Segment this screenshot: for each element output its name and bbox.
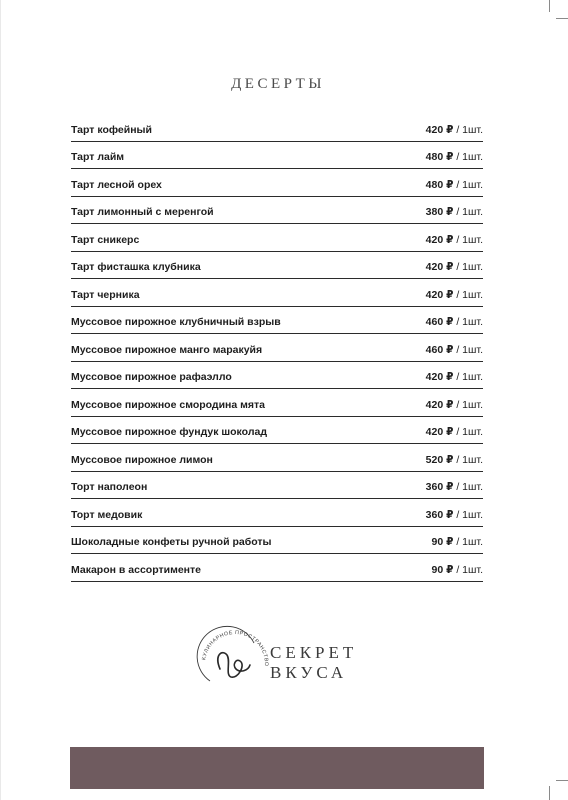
menu-item-name: Тарт черника <box>71 288 140 301</box>
menu-item <box>71 472 483 500</box>
logo-line-2: ВКУСА <box>270 663 348 682</box>
menu-item-unit: / 1шт. <box>453 343 483 356</box>
menu-item-price-block <box>426 179 483 191</box>
menu-item <box>71 389 483 417</box>
menu-item-name: Макарон в ассортименте <box>71 563 202 576</box>
menu-item-name: Муссовое пирожное рафаэлло <box>71 371 232 383</box>
menu-item-price: 420 ₽ <box>425 398 454 411</box>
menu-item-unit: / 1шт. <box>453 123 483 136</box>
logo-wordmark <box>270 643 357 683</box>
menu-item-price-block <box>426 316 483 328</box>
menu-item-unit: / 1шт. <box>453 288 483 301</box>
menu-item-name: Шоколадные конфеты ручной работы <box>71 536 272 548</box>
menu-item-unit: / 1шт. <box>453 371 483 383</box>
menu-item-price-block <box>426 151 483 163</box>
menu-item-unit: / 1шт. <box>453 453 483 466</box>
menu-item-price: 420 ₽ <box>425 123 454 136</box>
menu-item-price: 480 ₽ <box>425 178 454 191</box>
menu-item <box>71 169 483 197</box>
logo-ring-text: КУЛИНАРНОЕ ПРОСТРАНСТВО <box>201 629 270 667</box>
menu-item <box>71 252 483 280</box>
crop-mark <box>549 0 550 12</box>
menu-item-unit: / 1шт. <box>453 233 483 246</box>
menu-item-unit: / 1шт. <box>453 536 483 548</box>
menu-item-name: Тарт лесной орех <box>71 178 162 191</box>
menu-item-price-block <box>426 206 483 218</box>
menu-item-price: 480 ₽ <box>425 151 454 163</box>
menu-item-price: 420 ₽ <box>425 261 454 273</box>
menu-item-price: 420 ₽ <box>425 288 454 301</box>
menu-item-unit: / 1шт. <box>453 316 483 328</box>
menu-item-price: 460 ₽ <box>425 316 454 328</box>
menu-item <box>71 114 483 142</box>
section-title: ДЕСЕРТЫ <box>231 76 325 92</box>
crop-mark <box>549 786 550 800</box>
brand-logo <box>196 625 366 705</box>
menu-item-price: 520 ₽ <box>425 453 454 466</box>
menu-item-price-block <box>426 454 483 466</box>
menu-item-price-block <box>426 371 483 383</box>
menu-item-name: Тарт кофейный <box>71 123 152 136</box>
menu-item-price-block <box>426 426 483 438</box>
menu-item-price: 90 ₽ <box>431 563 454 576</box>
menu-item-name: Муссовое пирожное фундук шоколад <box>71 426 267 438</box>
menu-item-price-block <box>426 509 483 521</box>
menu-item-price: 90 ₽ <box>431 536 454 548</box>
menu-item-price: 380 ₽ <box>425 206 454 218</box>
menu-item-price: 360 ₽ <box>425 481 454 493</box>
menu-item-price-block <box>426 234 483 246</box>
menu-item <box>71 362 483 390</box>
menu-item-price: 420 ₽ <box>425 233 454 246</box>
menu-item-price-block <box>426 344 483 356</box>
menu-item-unit: / 1шт. <box>453 261 483 273</box>
footer-color-bar <box>70 747 484 789</box>
logo-line-1: СЕКРЕТ <box>270 643 358 662</box>
menu-item-price: 420 ₽ <box>425 426 454 438</box>
menu-item-price-block <box>426 399 483 411</box>
crop-mark <box>556 18 568 19</box>
menu-item-unit: / 1шт. <box>453 481 483 493</box>
menu-item-name: Тарт сникерс <box>71 233 140 246</box>
menu-item-price-block <box>432 564 483 576</box>
menu-item-name: Муссовое пирожное манго маракуйя <box>71 343 263 356</box>
menu-item-name: Торт наполеон <box>71 481 148 493</box>
menu-item-price: 360 ₽ <box>425 508 454 521</box>
menu-item <box>71 307 483 335</box>
menu-item <box>71 417 483 445</box>
menu-item <box>71 279 483 307</box>
dessert-menu-list <box>71 114 483 582</box>
menu-item-name: Муссовое пирожное смородина мята <box>71 398 266 411</box>
menu-item <box>71 142 483 170</box>
menu-item-name: Тарт лайм <box>71 151 125 163</box>
menu-item-price: 460 ₽ <box>425 343 454 356</box>
menu-item <box>71 499 483 527</box>
menu-item-unit: / 1шт. <box>453 178 483 191</box>
menu-item-name: Тарт лимонный с меренгой <box>71 206 214 218</box>
menu-item <box>71 527 483 555</box>
page-edge <box>0 0 1 800</box>
crop-mark <box>556 780 568 781</box>
menu-item-price-block <box>426 261 483 273</box>
menu-item-price-block <box>426 481 483 493</box>
menu-item-unit: / 1шт. <box>453 398 483 411</box>
logo-monogram-icon <box>196 625 274 703</box>
menu-item-unit: / 1шт. <box>453 206 483 218</box>
menu-item <box>71 224 483 252</box>
menu-item-name: Муссовое пирожное лимон <box>71 453 213 466</box>
menu-item-unit: / 1шт. <box>453 426 483 438</box>
menu-item-price-block <box>426 124 483 136</box>
menu-item-price: 420 ₽ <box>425 371 454 383</box>
menu-item <box>71 554 483 582</box>
menu-item-price-block <box>432 536 483 548</box>
menu-item-name: Тарт фисташка клубника <box>71 261 201 273</box>
menu-item-unit: / 1шт. <box>453 508 483 521</box>
menu-item-price-block <box>426 289 483 301</box>
menu-item <box>71 334 483 362</box>
menu-item-unit: / 1шт. <box>453 563 483 576</box>
menu-item-unit: / 1шт. <box>453 151 483 163</box>
menu-item <box>71 444 483 472</box>
menu-item-name: Муссовое пирожное клубничный взрыв <box>71 316 281 328</box>
menu-item <box>71 197 483 225</box>
menu-item-name: Торт медовик <box>71 508 143 521</box>
